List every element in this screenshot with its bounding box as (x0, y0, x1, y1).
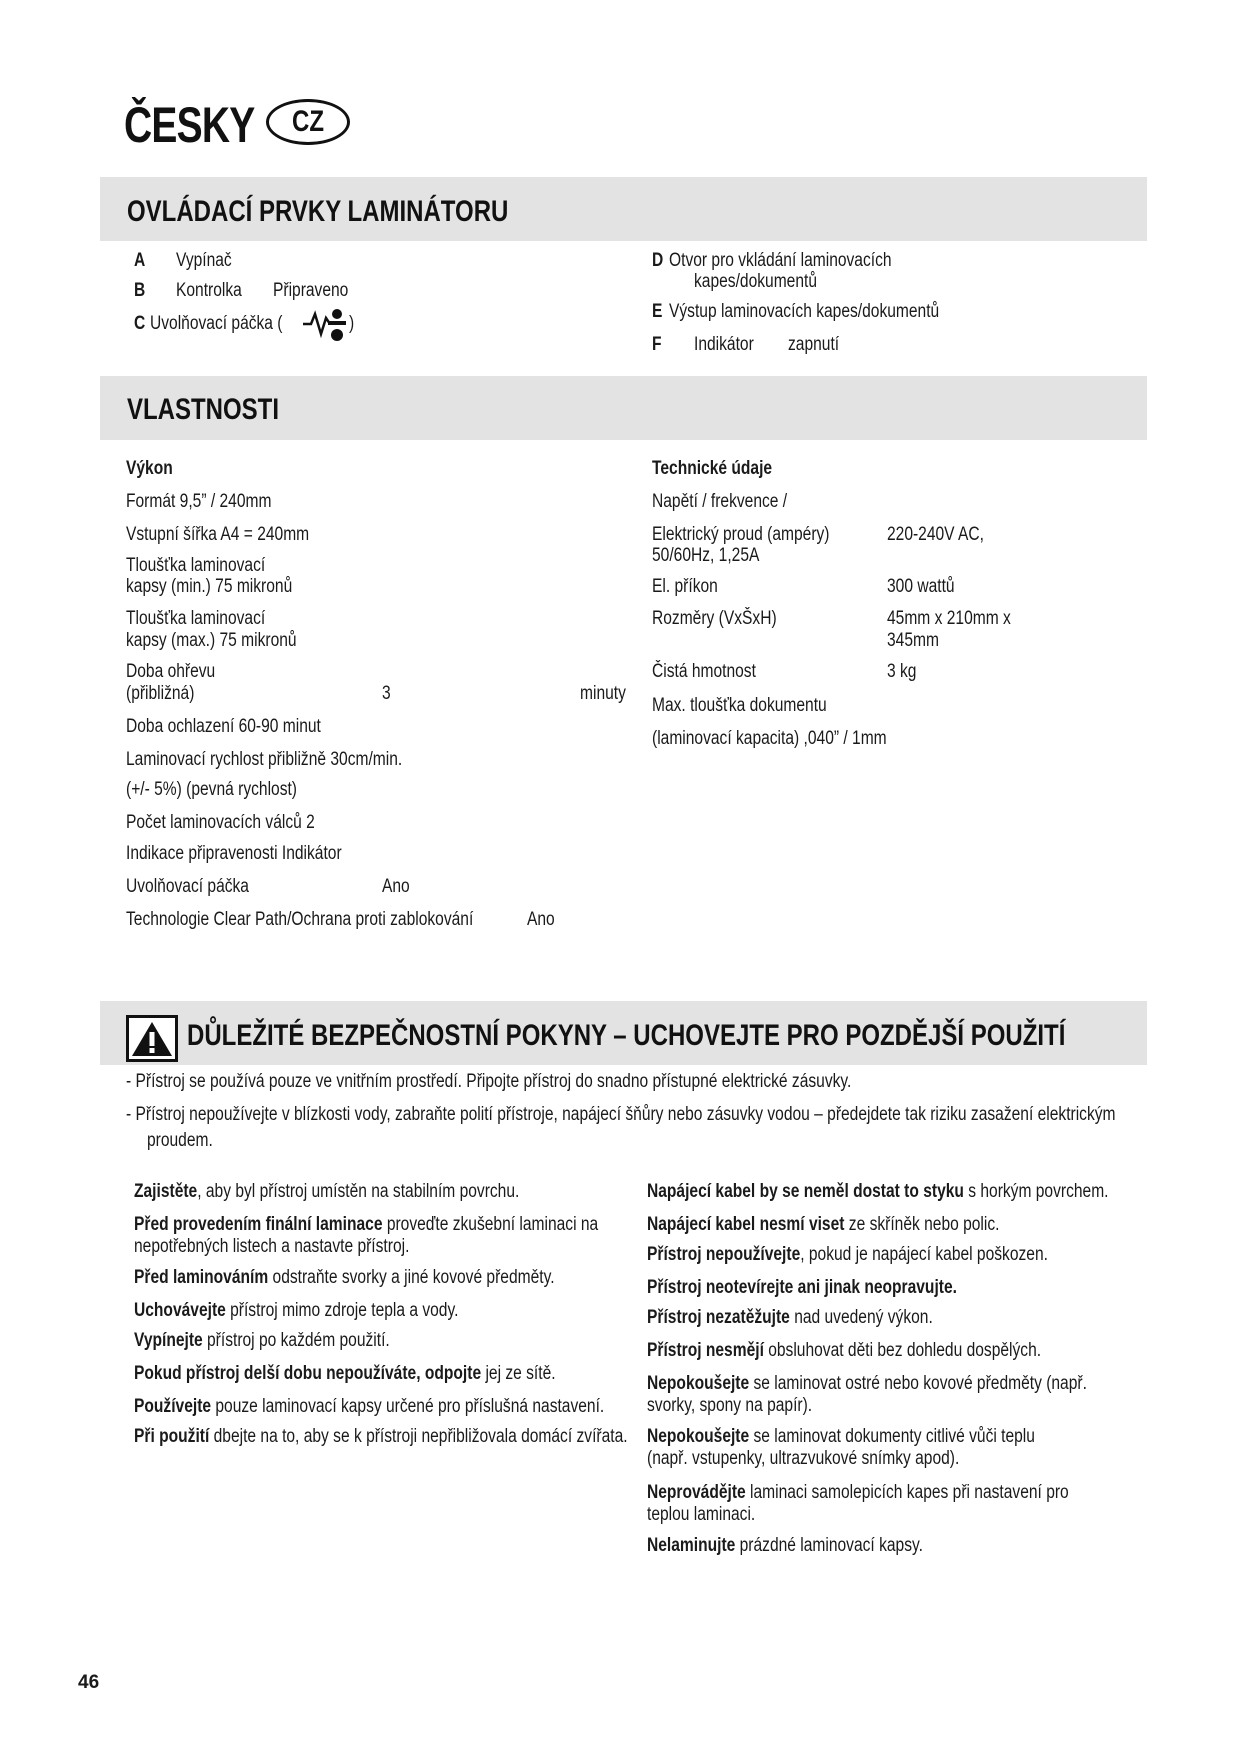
spec-dimensions-value-2: 345mm (887, 630, 939, 651)
control-item-d-label: Otvor pro vkládání laminovacích (669, 250, 892, 271)
perf-warmup-unit: minuty (580, 683, 626, 704)
control-item-f: F (652, 334, 662, 355)
spec-power-label: El. příkon (652, 576, 718, 597)
safety-left-item: Vypínejte přístroj po každém použití. (134, 1330, 390, 1351)
safety-right-item: Přístroj nepoužívejte, pokud je napájecí kabel poškozen. (647, 1244, 1048, 1265)
control-item-b-label: Kontrolka (176, 280, 242, 301)
spec-weight-value: 3 kg (887, 661, 917, 682)
perf-warmup-value: 3 (382, 683, 391, 704)
perf-thickness-max-1: Tloušťka laminovací (126, 608, 266, 629)
control-item-c-label: Uvolňovací páčka ( (150, 313, 283, 334)
perf-speed: Laminovací rychlost přibližně 30cm/min. (126, 749, 403, 770)
safety-right-item: Nepokoušejte se laminovat ostré nebo kovové předměty (např. svorky, spony na papír). (647, 1373, 1087, 1416)
perf-input-width: Vstupní šířka A4 = 240mm (126, 524, 310, 545)
control-item-e-label: Výstup laminovacích kapes/dokumentů (669, 301, 940, 322)
safety-right-item: Napájecí kabel by se neměl dostat to styku s horkým povrchem. (647, 1181, 1109, 1202)
perf-ready-indicator: Indikace připravenosti Indikátor (126, 843, 342, 864)
perf-thickness-max-2: kapsy (max.) 75 mikronů (126, 630, 297, 651)
perf-thickness-min-2: kapsy (min.) 75 mikronů (126, 576, 293, 597)
safety-right-item: Přístroj nezatěžujte nad uvedený výkon. (647, 1307, 933, 1328)
warning-triangle-icon (126, 1015, 178, 1062)
spec-current-value: 220-240V AC, (887, 524, 985, 545)
perf-release-lever: Uvolňovací páčka (126, 876, 249, 897)
specs-heading: Technické údaje (652, 458, 773, 479)
control-item-b-extra: Připraveno (273, 280, 349, 301)
spec-voltage-1: Napětí / frekvence / (652, 491, 788, 512)
spec-dimensions-value: 45mm x 210mm x (887, 608, 1011, 629)
spec-power-value: 300 wattů (887, 576, 955, 597)
perf-format: Formát 9,5” / 240mm (126, 491, 272, 512)
safety-left-item: Uchovávejte přístroj mimo zdroje tepla a vody. (134, 1300, 459, 1321)
safety-left-item: Před provedením finální laminace proveďte zkušební laminaci na nepotřebných listech a nastavte přístroj. (134, 1214, 599, 1257)
safety-intro-2: - Přístroj nepoužívejte v blízkosti vody, zabraňte polití přístroje, napájecí šňůry nebo zásuvky vodou – předejdete tak riziku zasažení elektrickým (126, 1104, 1116, 1125)
spec-weight-label: Čistá hmotnost (652, 661, 756, 682)
perf-thickness-min-1: Tloušťka laminovací (126, 555, 266, 576)
page-number: 46 (78, 1672, 100, 1693)
safety-right-item: Nepokoušejte se laminovat dokumenty citlivé vůči teplu (např. vstupenky, ultrazvukové snímky apod). (647, 1426, 1035, 1469)
safety-title: DŮLEŽITÉ BEZPEČNOSTNÍ POKYNY – UCHOVEJTE PRO POZDĚJŠÍ POUŽITÍ (187, 1019, 1066, 1052)
performance-heading: Výkon (126, 458, 173, 479)
language-badge: CZ (266, 99, 350, 145)
control-item-f-extra: zapnutí (788, 334, 840, 355)
control-item-c-extra: ) (349, 313, 355, 334)
control-item-a: A (134, 250, 146, 271)
safety-left-item: Používejte pouze laminovací kapsy určené pro příslušná nastavení. (134, 1396, 605, 1417)
spec-current-value-2: 50/60Hz, 1,25A (652, 545, 760, 566)
safety-intro-1: - Přístroj se používá pouze ve vnitřním prostředí. Připojte přístroj do snadno přístupné elektrické zásuvky. (126, 1071, 852, 1092)
perf-clear-path-value: Ano (527, 909, 555, 930)
features-title: VLASTNOSTI (127, 393, 280, 426)
safety-right-item: Napájecí kabel nesmí viset ze skříněk nebo polic. (647, 1214, 1000, 1235)
perf-release-lever-value: Ano (382, 876, 410, 897)
control-item-b: B (134, 280, 146, 301)
control-item-d-extra: kapes/dokumentů (694, 271, 817, 292)
perf-rollers: Počet laminovacích válců 2 (126, 812, 315, 833)
control-item-d: D (652, 250, 664, 271)
spec-capacity: (laminovací kapacita) ,040” / 1mm (652, 728, 887, 749)
perf-warmup-2: (přibližná) (126, 683, 195, 704)
spec-dimensions-label: Rozměry (VxŠxH) (652, 608, 777, 629)
safety-right-item: Přístroj nesmějí obsluhovat děti bez dohledu dospělých. (647, 1340, 1042, 1361)
safety-left-item: Zajistěte, aby byl přístroj umístěn na stabilním povrchu. (134, 1181, 520, 1202)
safety-left-item: Pokud přístroj delší dobu nepoužíváte, odpojte jej ze sítě. (134, 1363, 556, 1384)
safety-right-item: Nelaminujte prázdné laminovací kapsy. (647, 1535, 923, 1556)
control-item-e: E (652, 301, 663, 322)
perf-cooldown: Doba ochlazení 60-90 minut (126, 716, 321, 737)
controls-title: OVLÁDACÍ PRVKY LAMINÁTORU (127, 195, 509, 228)
safety-right-item: Přístroj neotevírejte ani jinak neopravujte. (647, 1277, 957, 1298)
perf-clear-path: Technologie Clear Path/Ochrana proti zablokování (126, 909, 474, 930)
perf-speed-tolerance: (+/- 5%) (pevná rychlost) (126, 779, 298, 800)
perf-warmup-1: Doba ohřevu (126, 661, 216, 682)
control-item-c: C (134, 313, 146, 334)
control-item-f-label: Indikátor (694, 334, 754, 355)
safety-left-item: Před laminováním odstraňte svorky a jiné kovové předměty. (134, 1267, 555, 1288)
safety-right-item: Neprovádějte laminaci samolepicích kapes při nastavení pro teplou laminaci. (647, 1482, 1069, 1525)
spec-max-thickness: Max. tloušťka dokumentu (652, 695, 827, 716)
safety-intro-3: proudem. (147, 1130, 213, 1151)
spec-current-label: Elektrický proud (ampéry) (652, 524, 830, 545)
safety-left-item: Při použití dbejte na to, aby se k přístroji nepřibližovala domácí zvířata. (134, 1426, 628, 1447)
control-item-a-label: Vypínač (176, 250, 232, 271)
language-title: ČESKY (124, 97, 255, 153)
release-lever-icon (300, 304, 350, 344)
